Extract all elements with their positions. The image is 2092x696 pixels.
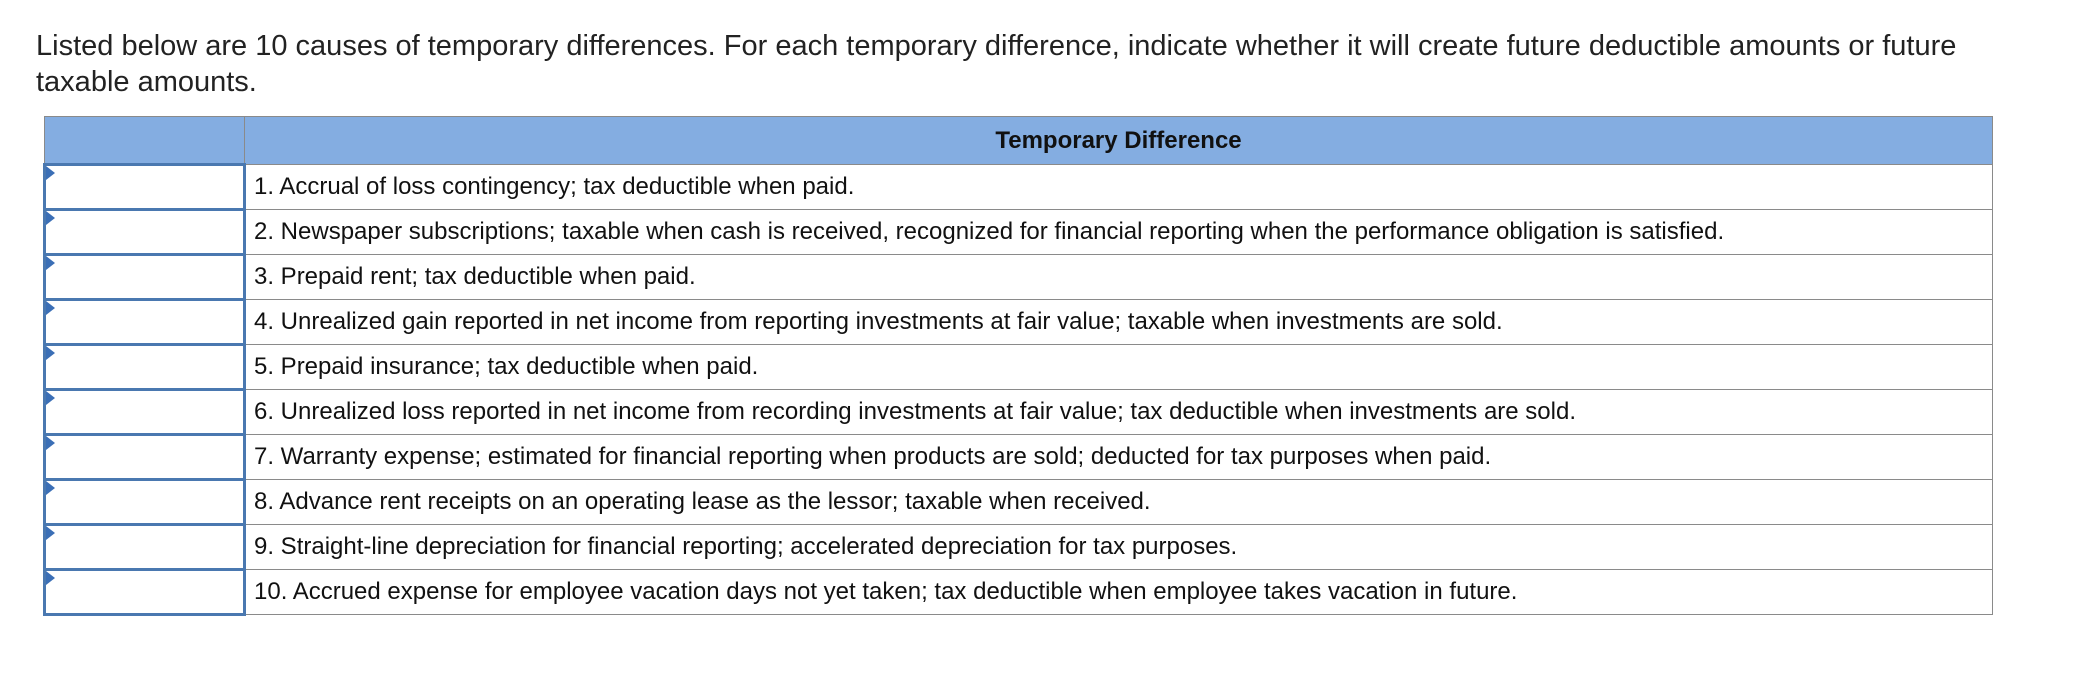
difference-text: 4. Unrealized gain reported in net income from reporting investments at fair value; taxable when investments are sold. (245, 300, 1993, 345)
dropdown-indicator-icon (46, 346, 55, 360)
table-row (45, 435, 1993, 480)
dropdown-indicator-icon (46, 481, 55, 495)
table-row (45, 480, 1993, 525)
difference-text: 5. Prepaid insurance; tax deductible when paid. (245, 345, 1993, 390)
temporary-difference-header: Temporary Difference (245, 117, 1993, 165)
table-row (45, 570, 1993, 615)
dropdown-indicator-icon (46, 166, 55, 180)
dropdown-select[interactable] (46, 571, 243, 613)
dropdown-indicator-icon (46, 571, 55, 585)
table-row (45, 300, 1993, 345)
table-row (45, 345, 1993, 390)
dropdown-indicator-icon (46, 301, 55, 315)
dropdown-select[interactable] (46, 526, 243, 568)
dropdown-select[interactable] (46, 166, 243, 208)
difference-text: 6. Unrealized loss reported in net income from recording investments at fair value; tax deductible when investments are sold. (245, 390, 1993, 435)
instructions-text: Listed below are 10 causes of temporary differences. For each temporary difference, indicate whether it will create future deductible amounts or future taxable amounts. (36, 30, 1957, 98)
answer-dropdown-5[interactable] (45, 345, 245, 390)
dropdown-select[interactable] (46, 346, 243, 388)
answer-dropdown-4[interactable] (45, 300, 245, 345)
table-row (45, 525, 1993, 570)
answer-dropdown-7[interactable] (45, 435, 245, 480)
table-header-row (45, 117, 1993, 165)
difference-text: 1. Accrual of loss contingency; tax deductible when paid. (245, 165, 1993, 210)
dropdown-indicator-icon (46, 526, 55, 540)
table-row (45, 255, 1993, 300)
dropdown-indicator-icon (46, 256, 55, 270)
difference-text: 8. Advance rent receipts on an operating lease as the lessor; taxable when received. (245, 480, 1993, 525)
difference-text: 10. Accrued expense for employee vacation days not yet taken; tax deductible when employee takes vacation in future. (245, 570, 1993, 615)
dropdown-select[interactable] (46, 481, 243, 523)
dropdown-select[interactable] (46, 256, 243, 298)
dropdown-select[interactable] (46, 211, 243, 253)
table-row (45, 390, 1993, 435)
answer-dropdown-2[interactable] (45, 210, 245, 255)
difference-text: 7. Warranty expense; estimated for financial reporting when products are sold; deducted for tax purposes when paid. (245, 435, 1993, 480)
dropdown-select[interactable] (46, 436, 243, 478)
dropdown-select[interactable] (46, 391, 243, 433)
answer-dropdown-3[interactable] (45, 255, 245, 300)
dropdown-select[interactable] (46, 301, 243, 343)
answer-column-header (45, 117, 245, 165)
difference-text: 2. Newspaper subscriptions; taxable when cash is received, recognized for financial reporting when the performance obligation is satisfied. (245, 210, 1993, 255)
answer-dropdown-9[interactable] (45, 525, 245, 570)
dropdown-indicator-icon (46, 436, 55, 450)
dropdown-indicator-icon (46, 211, 55, 225)
answer-dropdown-10[interactable] (45, 570, 245, 615)
table-row (45, 165, 1993, 210)
difference-text: 3. Prepaid rent; tax deductible when paid. (245, 255, 1993, 300)
answer-dropdown-8[interactable] (45, 480, 245, 525)
table-row (45, 210, 1993, 255)
answer-dropdown-6[interactable] (45, 390, 245, 435)
difference-text: 9. Straight-line depreciation for financial reporting; accelerated depreciation for tax purposes. (245, 525, 1993, 570)
answer-dropdown-1[interactable] (45, 165, 245, 210)
dropdown-indicator-icon (46, 391, 55, 405)
temporary-difference-table (43, 116, 1993, 616)
